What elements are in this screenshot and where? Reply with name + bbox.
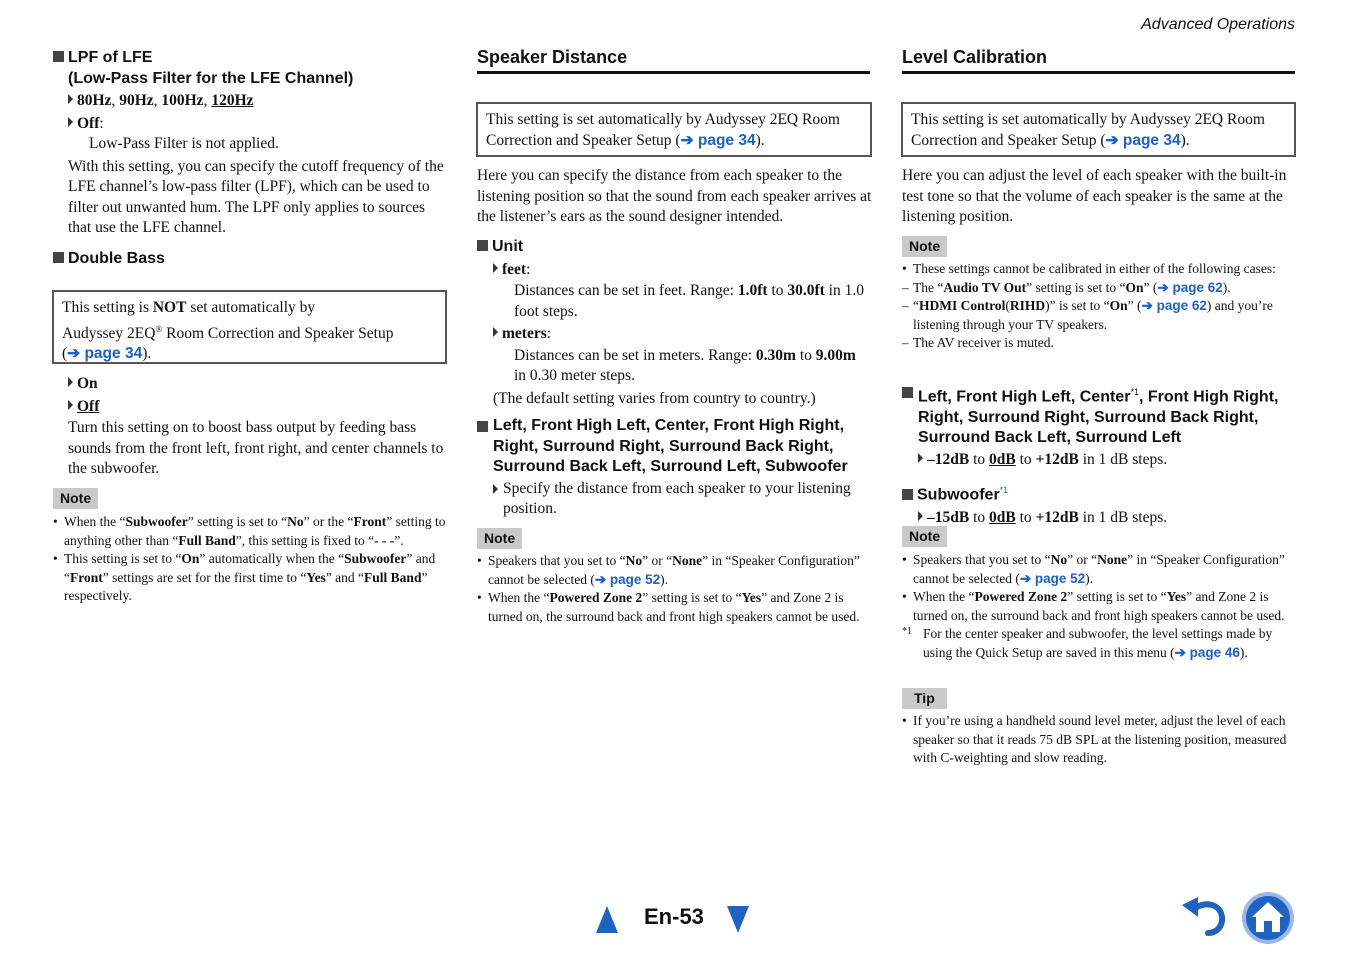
page-link[interactable]: ➔ page 52 bbox=[594, 571, 661, 587]
level-range-1: –12dB to 0dB to +12dB in 1 dB steps. bbox=[902, 450, 1295, 471]
lpf-heading: LPF of LFE bbox=[53, 48, 446, 69]
triangle-bullet-icon bbox=[918, 511, 923, 521]
unit-section bbox=[477, 237, 870, 409]
square-bullet-icon bbox=[53, 51, 64, 62]
lpf-heading-sub: (Low-Pass Filter for the LFE Channel) bbox=[68, 69, 354, 87]
triangle-bullet-icon bbox=[68, 400, 73, 410]
note-item: • These settings cannot be calibrated in either of the following cases: bbox=[902, 260, 1295, 279]
triangle-bullet-icon bbox=[493, 327, 498, 337]
not-auto-box: This setting is NOT set automatically by Audyssey 2EQ® Room Correction and Speaker Setup (➔ page 34). bbox=[52, 290, 447, 364]
speakers-description: Specify the distance from each speaker to your listening position. bbox=[477, 479, 870, 520]
down-arrow-icon[interactable] bbox=[727, 906, 749, 933]
triangle-bullet-icon bbox=[68, 117, 73, 127]
page-link[interactable]: ➔ page 34 bbox=[680, 131, 756, 149]
square-bullet-icon bbox=[902, 387, 913, 398]
note-label: Note bbox=[53, 488, 98, 509]
page-link[interactable]: ➔ page 46 bbox=[1174, 644, 1240, 660]
footnote: *1 For the center speaker and subwoofer, the level settings made by using the Quick Setup are saved in this menu (➔ page 46). bbox=[902, 626, 1273, 660]
triangle-bullet-icon bbox=[918, 453, 923, 463]
note-label: Note bbox=[902, 236, 947, 257]
default-value: 120Hz bbox=[211, 92, 254, 109]
auto-setting-box: This setting is set automatically by Audyssey 2EQ Room Correction and Speaker Setup (➔ page 34). bbox=[476, 102, 872, 157]
default-note: (The default setting varies from country to country.) bbox=[493, 389, 816, 407]
triangle-bullet-icon bbox=[68, 94, 73, 104]
meters-option: meters: bbox=[477, 324, 870, 345]
title-rule bbox=[477, 71, 870, 74]
on-option: On bbox=[68, 374, 446, 395]
note-item: • This setting is set to “On” automatically when the “Subwoofer” and “Front” settings are set for the first time to “Yes” and “Full Band” respectively. bbox=[53, 550, 446, 606]
home-icon[interactable] bbox=[1241, 891, 1295, 945]
page-link[interactable]: ➔ page 62 bbox=[1141, 298, 1207, 313]
speakers-heading: Left, Front High Left, Center$^{*1}$, Front High Right, Right, Surround Right, Surround Back Right, Surround Back Left, Surround Left bbox=[902, 382, 1295, 449]
note-item: • When the “Subwoofer” setting is set to “No” or the “Front” setting to anything other than “Full Band”, this setting is fixed to “- - -”. bbox=[53, 513, 446, 550]
note-list bbox=[902, 260, 1295, 353]
level-calibration-title: Level Calibration bbox=[902, 47, 1048, 67]
tip-label: Tip bbox=[902, 688, 947, 709]
subwoofer-heading: Subwoofer$^{*1}$ bbox=[902, 480, 1295, 506]
note-item: • When the “Powered Zone 2” setting is set to “Yes” and Zone 2 is turned on, the surround back and front high speakers cannot be used. bbox=[477, 589, 870, 626]
square-bullet-icon bbox=[477, 240, 488, 251]
off-option: Off: bbox=[53, 114, 446, 135]
tip-item: • If you’re using a handheld sound level meter, adjust the level of each speaker so that it reads 75 dB SPL at the listening position, measured with C-weighting and slow reading. bbox=[902, 712, 1295, 768]
tip-list bbox=[902, 712, 1295, 768]
square-bullet-icon bbox=[902, 489, 913, 500]
double-bass-heading: Double Bass bbox=[53, 249, 446, 270]
note-item: • Speakers that you set to “No” or “None” in “Speaker Configuration” cannot be selected (➔ page 52). bbox=[477, 552, 870, 589]
square-bullet-icon bbox=[477, 421, 488, 432]
triangle-bullet-icon bbox=[493, 263, 498, 273]
note-list bbox=[902, 551, 1295, 662]
page-link[interactable]: ➔ page 62 bbox=[1157, 279, 1223, 295]
page-number: En-53 bbox=[644, 904, 704, 929]
note-subitem: – “HDMI Control(RIHD)” is set to “On” (➔ page 62) and you’re listening through your TV speakers. bbox=[902, 298, 1273, 332]
up-arrow-icon[interactable] bbox=[596, 906, 618, 933]
page-link[interactable]: ➔ page 34 bbox=[1105, 131, 1181, 149]
speaker-distance-intro: Here you can specify the distance from each speaker to the listening position so that the sound from each speaker arrives at the listener’s ears as the sound designer intended. bbox=[477, 167, 872, 225]
note-label: Note bbox=[477, 528, 522, 549]
title-rule bbox=[902, 71, 1295, 74]
feet-option: feet: bbox=[477, 260, 870, 281]
note-item: • When the “Powered Zone 2” setting is set to “Yes” and Zone 2 is turned on, the surround back and front high speakers cannot be used. bbox=[902, 588, 1295, 625]
note-subitem: – The AV receiver is muted. bbox=[902, 335, 1054, 350]
triangle-bullet-icon bbox=[493, 484, 498, 494]
triangle-bullet-icon bbox=[68, 377, 73, 387]
double-bass-options bbox=[68, 374, 446, 480]
auto-setting-box: This setting is set automatically by Audyssey 2EQ Room Correction and Speaker Setup (➔ page 34). bbox=[901, 102, 1296, 157]
note-list bbox=[477, 552, 870, 626]
feet-description: Distances can be set in feet. Range: 1.0ft to 30.0ft in 1.0 foot steps. bbox=[514, 282, 864, 320]
note-subitem: – The “Audio TV Out” setting is set to “On” (➔ page 62). bbox=[902, 279, 1231, 295]
note-list bbox=[53, 513, 446, 606]
back-arrow-icon[interactable] bbox=[1180, 895, 1230, 937]
note-label: Note bbox=[902, 526, 947, 547]
level-calibration-intro: Here you can adjust the level of each speaker with the built-in test tone so that the volume of each speaker is the same at the listening position. bbox=[902, 167, 1287, 225]
level-speakers-section bbox=[902, 382, 1295, 529]
lpf-description: With this setting, you can specify the cutoff frequency of the LFE channel’s low-pass filter (LPF), which can be used to filter out unwanted hum. The LPF only applies to sources that use the LFE channel. bbox=[68, 157, 444, 236]
speaker-distance-title: Speaker Distance bbox=[477, 47, 628, 67]
speakers-heading: Left, Front High Left, Center, Front High Right, Right, Surround Right, Surround Back Right, Surround Back Left, Surround Left, Subwoofer bbox=[477, 416, 870, 478]
page-link[interactable]: ➔ page 52 bbox=[1019, 570, 1086, 586]
off-option-2: Off bbox=[68, 397, 446, 418]
column-lpf-doublebass bbox=[53, 48, 446, 269]
page-link[interactable]: ➔ page 34 bbox=[67, 345, 143, 363]
off-description: Low-Pass Filter is not applied. bbox=[89, 135, 279, 152]
double-bass-description: Turn this setting on to boost bass output by feeding bass sounds from the front left, front right, and center channels to the subwoofer. bbox=[68, 419, 444, 477]
unit-heading: Unit bbox=[477, 237, 870, 258]
meters-description: Distances can be set in meters. Range: 0.30m to 9.00m in 0.30 meter steps. bbox=[514, 346, 856, 384]
note-item: • Speakers that you set to “No” or “None” in “Speaker Configuration” cannot be selected (➔ page 52). bbox=[902, 551, 1295, 588]
freq-options: 80Hz, 90Hz, 100Hz, 120Hz bbox=[53, 91, 446, 112]
speakers-section bbox=[477, 416, 870, 520]
level-range-2: –15dB to 0dB to +12dB in 1 dB steps. bbox=[902, 508, 1295, 529]
square-bullet-icon bbox=[53, 252, 64, 263]
running-header: Advanced Operations bbox=[1141, 16, 1295, 33]
